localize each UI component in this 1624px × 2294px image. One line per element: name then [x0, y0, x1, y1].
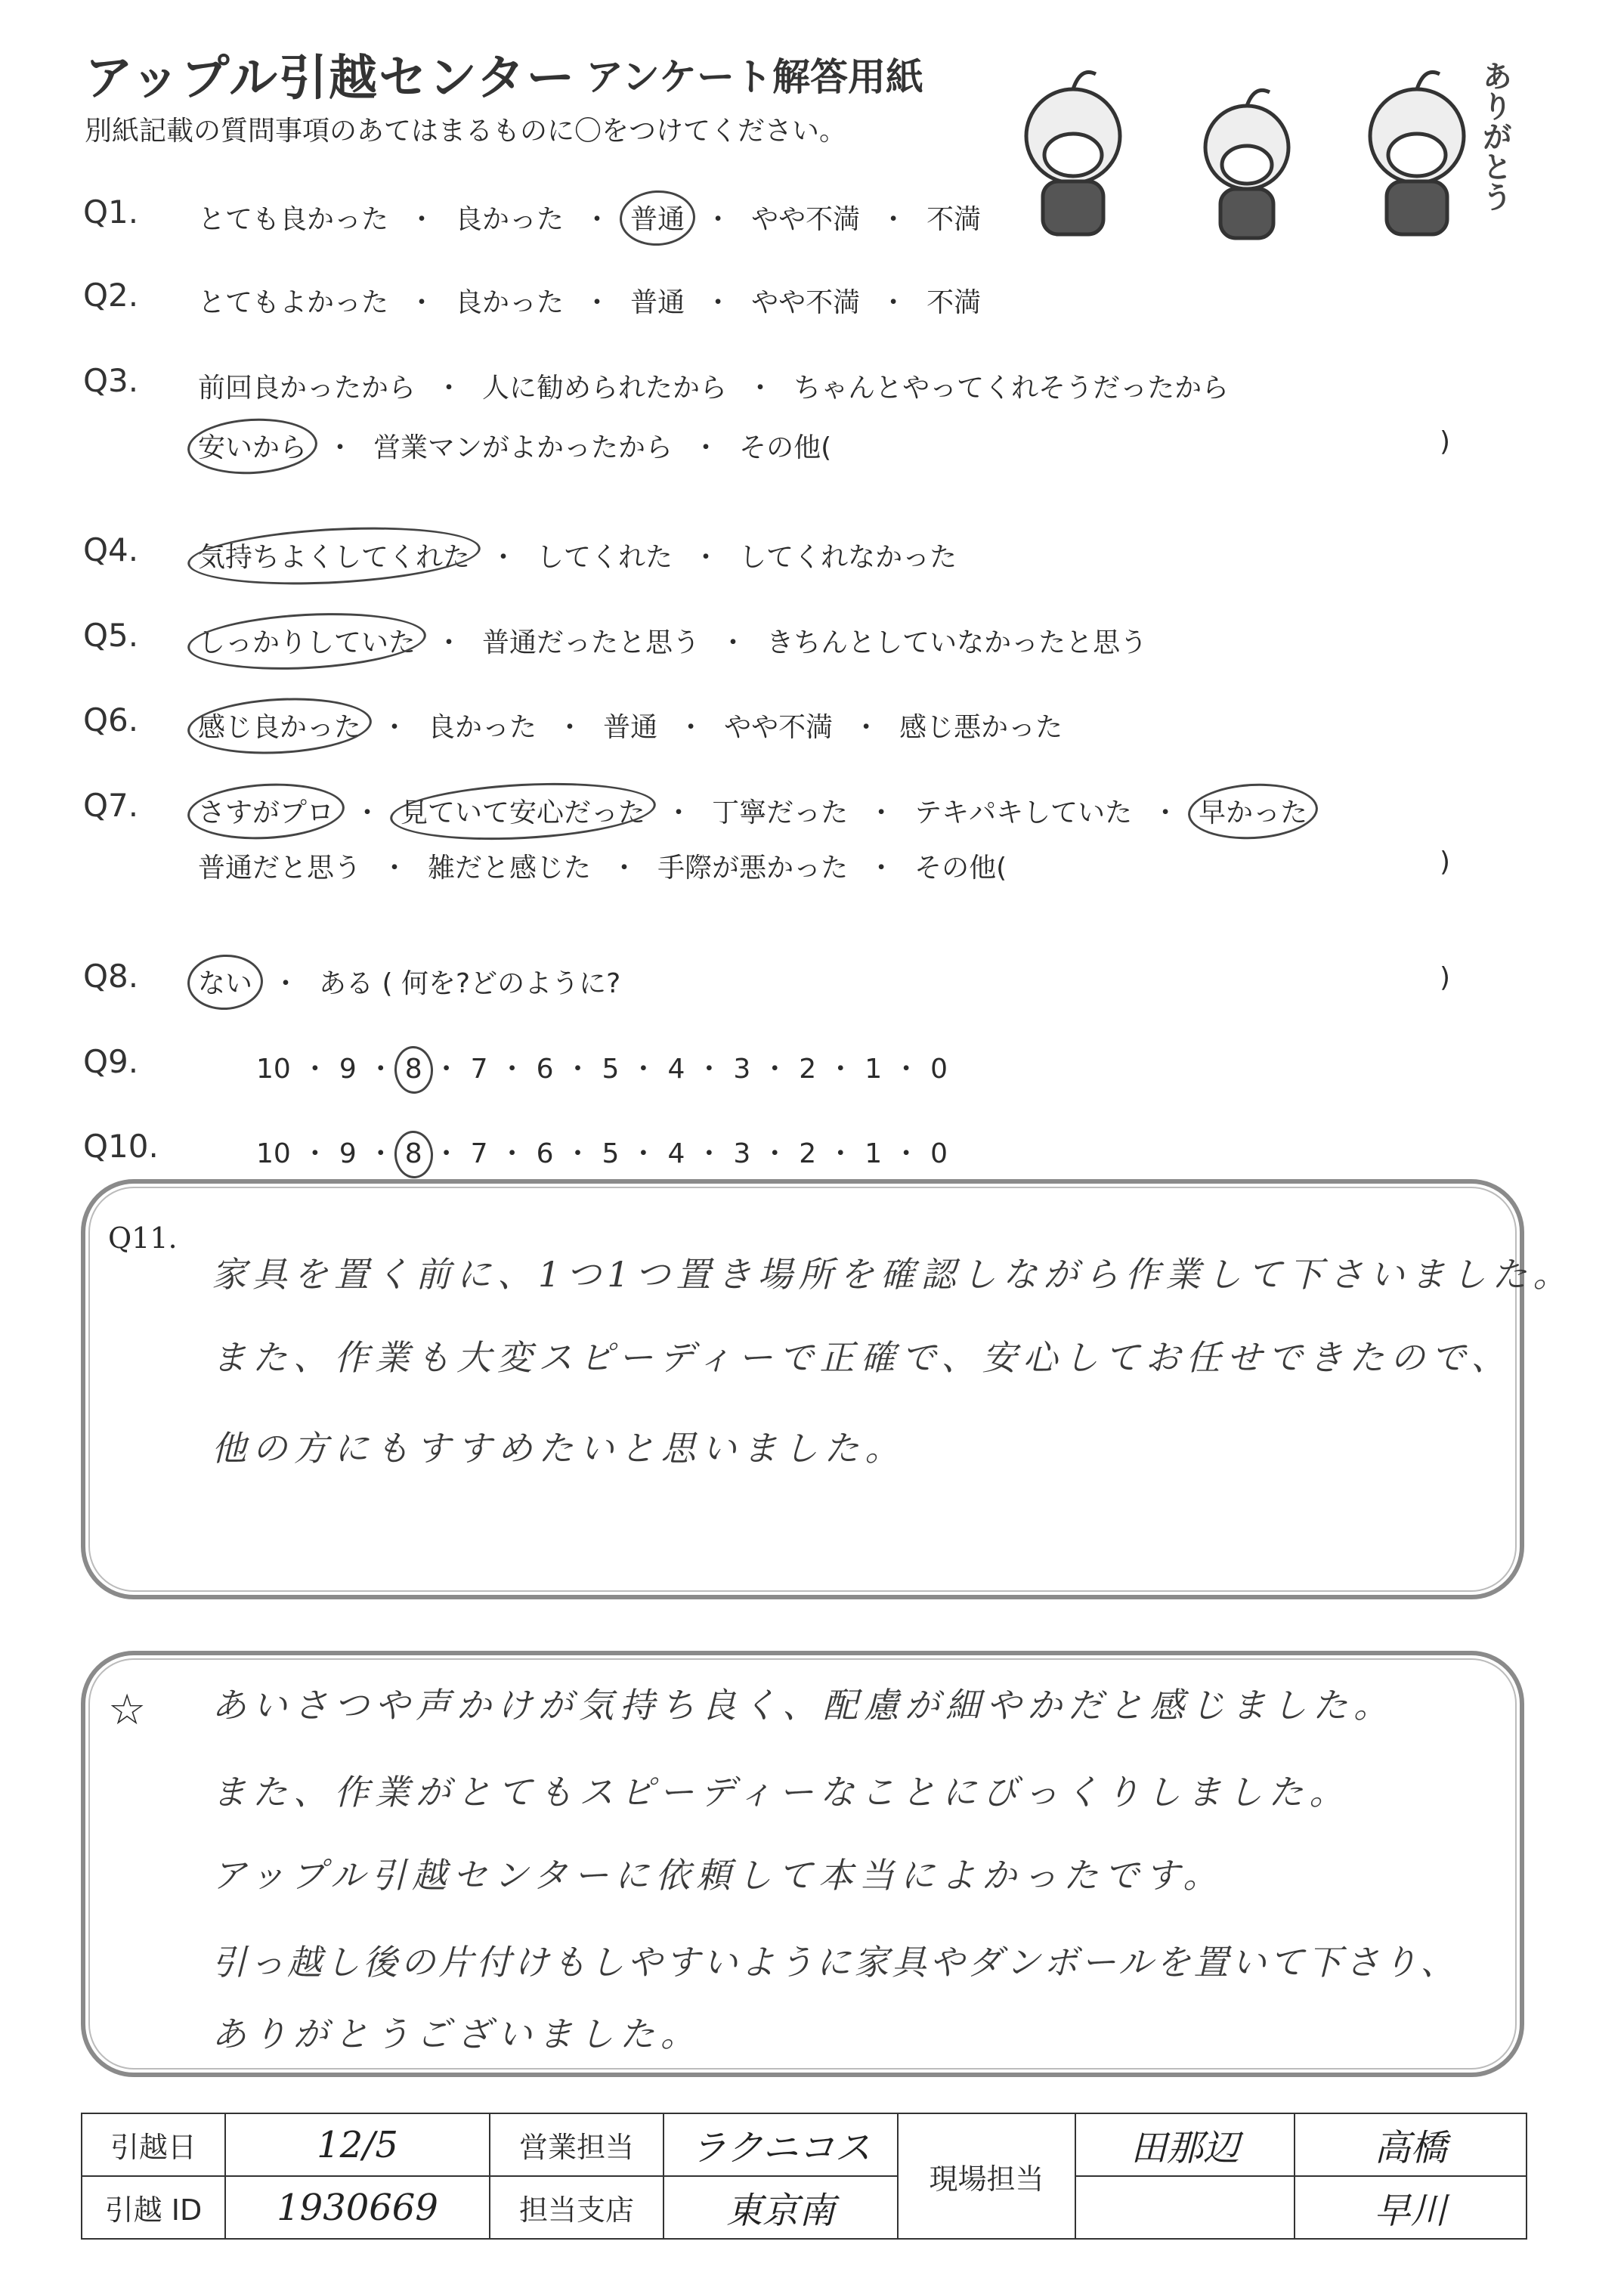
separator: ・ [719, 627, 747, 658]
question-options [195, 536, 960, 574]
comment-line: アップル引越センターに依頼して本当によかったです。 [212, 1855, 1224, 1896]
separator: ・ [695, 1138, 723, 1169]
option[interactable]: 9 [339, 1138, 357, 1169]
close-paren: ) [1440, 847, 1451, 878]
option-selected[interactable]: 安いから [195, 426, 310, 465]
question-options [253, 1048, 951, 1086]
separator: ・ [880, 287, 908, 318]
option[interactable]: その他( [739, 432, 832, 463]
separator: ・ [367, 1054, 394, 1085]
option[interactable]: ちゃんとやってくれそうだったから [793, 373, 1230, 404]
separator: ・ [435, 627, 463, 658]
option[interactable]: 0 [930, 1054, 948, 1085]
option-selected[interactable]: 早かった [1196, 791, 1310, 830]
separator: ・ [852, 712, 880, 743]
q11-answer-line: 他の方にもすすめたいと思いました。 [212, 1428, 906, 1469]
option[interactable]: テキパキしていた [914, 797, 1133, 828]
site-staff-1: 田那辺 [1075, 2113, 1295, 2176]
separator: ・ [367, 1138, 394, 1169]
separator: ・ [611, 853, 639, 884]
option[interactable]: 良かった [428, 712, 537, 743]
question-label: Q10. [83, 1128, 159, 1165]
option[interactable]: 9 [339, 1054, 357, 1085]
separator: ・ [354, 797, 382, 828]
option[interactable]: ある ( 何を?どのように? [319, 968, 621, 999]
option[interactable]: してくれた [537, 542, 673, 573]
separator: ・ [564, 1054, 592, 1085]
separator: ・ [1152, 797, 1180, 828]
option[interactable]: 4 [667, 1054, 685, 1085]
sales-label: 営業担当 [490, 2113, 664, 2176]
separator: ・ [498, 1054, 526, 1085]
close-paren: ) [1440, 426, 1451, 457]
question-options [195, 621, 1150, 660]
separator: ・ [761, 1138, 789, 1169]
separator: ・ [665, 797, 693, 828]
separator: ・ [692, 432, 720, 463]
option-selected[interactable]: 普通 [627, 198, 688, 237]
option[interactable]: 5 [602, 1138, 620, 1169]
option[interactable]: 1 [865, 1138, 883, 1169]
separator: ・ [827, 1138, 855, 1169]
site-staff-label: 現場担当 [898, 2113, 1075, 2239]
option[interactable]: 3 [733, 1054, 751, 1085]
option[interactable]: 6 [536, 1054, 554, 1085]
separator: ・ [880, 204, 908, 235]
option-selected[interactable]: しっかりしていた [195, 621, 419, 660]
question-label: Q3. [83, 362, 139, 399]
option-selected[interactable]: 8 [402, 1138, 425, 1169]
separator: ・ [629, 1138, 657, 1169]
site-staff-empty [1075, 2176, 1295, 2239]
option[interactable]: 1 [865, 1054, 883, 1085]
q11-label: Q11. [108, 1221, 178, 1255]
option[interactable]: してくれなかった [739, 542, 957, 573]
option[interactable]: 10 [256, 1054, 291, 1085]
separator: ・ [301, 1054, 329, 1085]
separator: ・ [556, 712, 584, 743]
question-options [195, 426, 834, 465]
question-options [195, 847, 1010, 885]
option[interactable]: 10 [256, 1138, 291, 1169]
star-icon: ☆ [108, 1686, 147, 1735]
separator: ・ [695, 1054, 723, 1085]
option[interactable]: やや不満 [751, 287, 861, 318]
option[interactable]: 丁寧だった [712, 797, 849, 828]
separator: ・ [868, 797, 896, 828]
option[interactable]: 普通だと思う [198, 853, 362, 884]
separator: ・ [677, 712, 705, 743]
question-options [253, 1132, 951, 1171]
question-options [195, 281, 984, 320]
thanks-lettering: ありがとう [1477, 60, 1512, 212]
option-selected[interactable]: 感じ良かった [195, 706, 364, 745]
option[interactable]: 普通だったと思う [482, 627, 701, 658]
option-selected[interactable]: ない [195, 962, 255, 1001]
monkey-icon [1026, 73, 1120, 235]
option[interactable]: 前回良かったから [198, 373, 416, 404]
q11-answer-line: 家具を置く前に、1つ1つ置き場所を確認しながら作業して下さいました。 [212, 1254, 1574, 1295]
comment-line: ありがとうございました。 [212, 2014, 701, 2054]
separator: ・ [381, 712, 409, 743]
option[interactable]: 手際が悪かった [657, 853, 849, 884]
question-options [195, 791, 1310, 830]
option[interactable]: 不満 [926, 204, 982, 235]
comment-line: また、作業がとてもスピーディーなことにびっくりしました。 [212, 1772, 1350, 1813]
question-label: Q8. [83, 958, 139, 995]
company-title: アップル引越センター [85, 51, 577, 107]
move-date-value: 12/5 [225, 2113, 490, 2176]
separator: ・ [704, 287, 732, 318]
option[interactable]: やや不満 [724, 712, 834, 743]
option[interactable]: 5 [602, 1054, 620, 1085]
question-label: Q6. [83, 701, 139, 738]
question-label: Q9. [83, 1043, 139, 1080]
separator: ・ [892, 1054, 920, 1085]
option[interactable]: やや不満 [751, 204, 861, 235]
close-paren: ) [1440, 962, 1451, 993]
option[interactable]: とても良かった [198, 204, 389, 235]
separator: ・ [692, 542, 720, 573]
option[interactable]: とてもよかった [198, 287, 389, 318]
branch-value: 東京南 [664, 2176, 898, 2239]
question-label: Q2. [83, 277, 139, 314]
question-options [195, 706, 1066, 745]
question-label: Q5. [83, 617, 139, 654]
option[interactable]: 感じ悪かった [899, 712, 1063, 743]
branch-label: 担当支店 [490, 2176, 664, 2239]
separator: ・ [272, 968, 300, 999]
move-id-value: 1930669 [225, 2176, 490, 2239]
move-date-label: 引越日 [82, 2113, 225, 2176]
option[interactable]: 良かった [455, 204, 565, 235]
option[interactable]: その他( [914, 853, 1007, 884]
separator: ・ [435, 373, 463, 404]
separator: ・ [629, 1054, 657, 1085]
question-options [195, 367, 1232, 405]
option-selected[interactable]: 気持ちよくしてくれた [195, 536, 473, 574]
option[interactable]: 不満 [926, 287, 982, 318]
separator: ・ [583, 287, 611, 318]
separator: ・ [564, 1138, 592, 1169]
comment-line: 引っ越し後の片付けもしやすいように家具やダンボールを置いて下さり、 [212, 1942, 1459, 1983]
question-label: Q4. [83, 531, 139, 568]
option[interactable]: きちんとしていなかったと思う [766, 627, 1148, 658]
separator: ・ [381, 853, 409, 884]
monkey-icon [1205, 90, 1288, 238]
site-staff-2: 高橋 [1295, 2113, 1527, 2176]
separator: ・ [747, 373, 775, 404]
option[interactable]: 2 [799, 1138, 817, 1169]
sales-value: ラクニコス [664, 2113, 898, 2176]
separator: ・ [301, 1138, 329, 1169]
option[interactable]: 2 [799, 1054, 817, 1085]
option[interactable]: 3 [733, 1138, 751, 1169]
separator: ・ [583, 204, 611, 235]
separator: ・ [326, 432, 354, 463]
separator: ・ [892, 1138, 920, 1169]
question-label: Q1. [83, 193, 139, 231]
option[interactable]: 人に勧められたから [482, 373, 728, 404]
option[interactable]: 0 [930, 1138, 948, 1169]
separator: ・ [432, 1054, 460, 1085]
separator: ・ [761, 1054, 789, 1085]
option[interactable]: 普通 [603, 712, 658, 743]
separator: ・ [408, 287, 436, 318]
option[interactable]: 雑だと感じた [428, 853, 592, 884]
option[interactable]: 良かった [455, 287, 565, 318]
option-selected[interactable]: さすがプロ [195, 791, 337, 830]
question-options [195, 198, 984, 237]
question-label: Q7. [83, 787, 139, 824]
separator: ・ [432, 1138, 460, 1169]
separator: ・ [827, 1054, 855, 1085]
separator: ・ [408, 204, 436, 235]
monkey-mascots-illustration [998, 53, 1527, 249]
option[interactable]: 6 [536, 1138, 554, 1169]
question-options [195, 962, 623, 1001]
option-selected[interactable]: 8 [402, 1054, 425, 1085]
option-selected[interactable]: 見ていて安心だった [397, 791, 648, 830]
form-subtitle: アンケート解答用紙 [586, 55, 923, 99]
separator: ・ [498, 1138, 526, 1169]
separator: ・ [704, 204, 732, 235]
q11-comment-box [81, 1179, 1524, 1599]
separator: ・ [868, 853, 896, 884]
site-staff-3: 早川 [1295, 2176, 1527, 2239]
monkey-icon [1370, 73, 1464, 235]
option[interactable]: 7 [470, 1054, 488, 1085]
instruction-text: 別紙記載の質問事項のあてはまるものに〇をつけてください。 [85, 116, 847, 147]
q11-answer-line: また、作業も大変スピーディーで正確で、安心してお任せできたので、 [212, 1337, 1512, 1378]
comment-line: あいさつや声かけが気持ち良く、配慮が細やかだと感じました。 [212, 1685, 1395, 1726]
separator: ・ [490, 542, 518, 573]
option[interactable]: 営業マンがよかったから [373, 432, 673, 463]
move-info-table [81, 2113, 1527, 2240]
option[interactable]: 普通 [630, 287, 685, 318]
move-id-label: 引越 ID [82, 2176, 225, 2239]
option[interactable]: 7 [470, 1138, 488, 1169]
option[interactable]: 4 [667, 1138, 685, 1169]
